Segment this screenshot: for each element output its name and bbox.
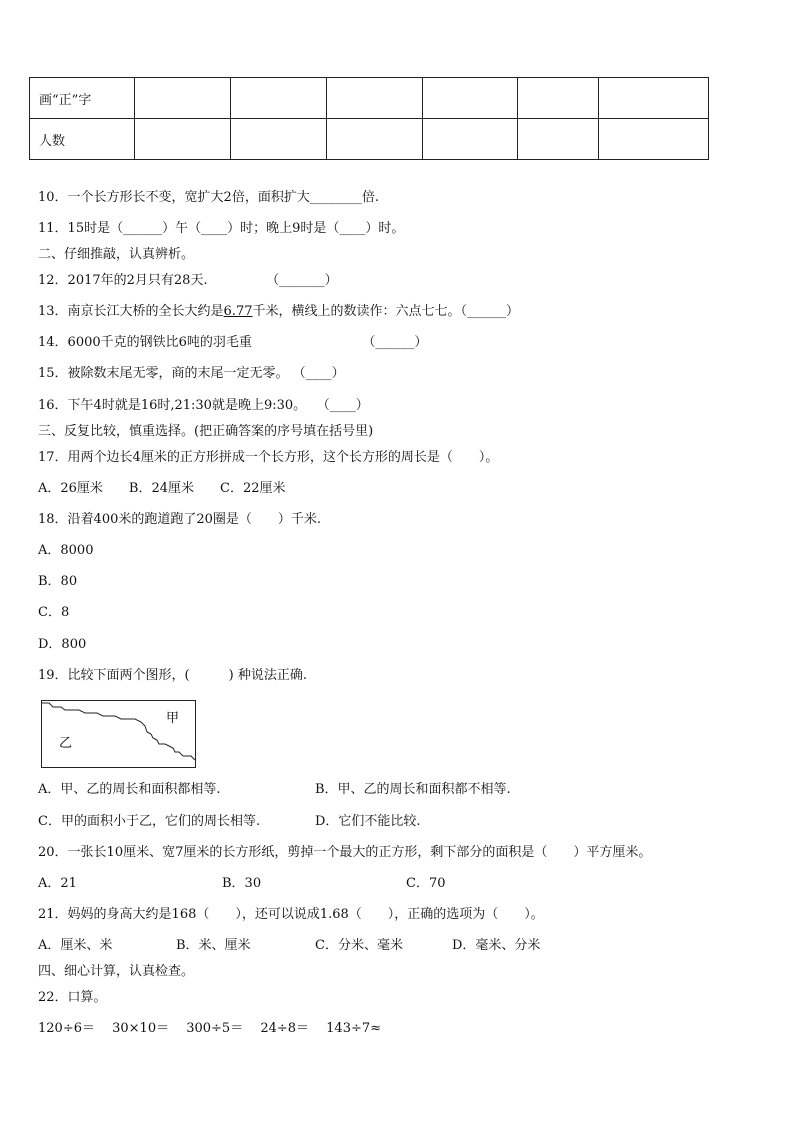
question-12: 12．2017年的2月只有28天. （_______） bbox=[38, 273, 338, 288]
option-d: D．800 bbox=[38, 637, 87, 652]
question-10: 10．一个长方形长不变，宽扩大2倍，面积扩大________倍. bbox=[38, 190, 379, 205]
question-18: 18．沿着400米的跑道跑了20圈是（ ）千米. bbox=[38, 512, 322, 527]
section-3-heading: 三、反复比较，慎重选择。(把正确答案的序号填在括号里) bbox=[38, 424, 374, 439]
row-label: 画“正”字 bbox=[30, 78, 135, 119]
table-cell bbox=[599, 119, 709, 160]
table-cell bbox=[518, 119, 599, 160]
option-a: A．8000 bbox=[38, 543, 94, 558]
question-14: 14．6000千克的钢铁比6吨的羽毛重 （______） bbox=[38, 335, 428, 350]
question-15: 15．被除数末尾无零，商的末尾一定无零。 （____） bbox=[38, 366, 345, 381]
option-a: A．厘米、米 bbox=[38, 938, 113, 953]
option-b: B．米、厘米 bbox=[176, 938, 251, 953]
mental-math-items: 120÷6＝ 30×10＝ 300÷5＝ 24÷8＝ 143÷7≈ bbox=[38, 1021, 382, 1036]
row-label: 人数 bbox=[30, 119, 135, 160]
option-b: B．30 bbox=[222, 876, 262, 891]
option-c: C．70 bbox=[406, 876, 446, 891]
shape-comparison-figure bbox=[41, 700, 196, 768]
option-c: C．甲的面积小于乙，它们的周长相等. bbox=[38, 814, 261, 829]
label-jia: 甲 bbox=[166, 711, 180, 726]
table-cell bbox=[231, 78, 327, 119]
option-c: C．8 bbox=[38, 605, 70, 620]
option-c: C．分米、毫米 bbox=[315, 938, 403, 953]
table-cell bbox=[327, 78, 423, 119]
option-d: D．它们不能比较. bbox=[315, 814, 421, 829]
question-13-text-a: 13．南京长江大桥的全长大约是 bbox=[38, 304, 224, 319]
question-21: 21．妈妈的身高大约是168（ ），还可以说成1.68（ ），正确的选项为（ ）。 bbox=[38, 907, 544, 922]
question-13-underlined-number: 6.77 bbox=[223, 304, 253, 319]
table-cell bbox=[231, 119, 327, 160]
question-20: 20．一张长10厘米、宽7厘米的长方形纸，剪掉一个最大的正方形，剩下部分的面积是（ ）平方厘米。 bbox=[38, 845, 652, 860]
table-row bbox=[30, 78, 709, 119]
option-b: B．80 bbox=[38, 574, 78, 589]
question-16: 16．下午4时就是16时,21:30就是晚上9:30。 （____） bbox=[38, 398, 369, 413]
table-cell bbox=[518, 78, 599, 119]
table-cell bbox=[135, 119, 231, 160]
table-cell bbox=[423, 78, 518, 119]
question-13 bbox=[38, 304, 519, 320]
table-cell bbox=[135, 78, 231, 119]
option-a: A．21 bbox=[38, 876, 77, 891]
question-17: 17．用两个边长4厘米的正方形拼成一个长方形，这个长方形的周长是（ ）。 bbox=[38, 450, 499, 465]
table-cell bbox=[327, 119, 423, 160]
section-2-heading: 二、仔细推敲，认真辨析。 bbox=[38, 247, 195, 262]
option-a: A．甲、乙的周长和面积都相等. bbox=[38, 782, 221, 797]
question-17-options: A．26厘米 B．24厘米 C．22厘米 bbox=[38, 481, 286, 496]
table-cell bbox=[599, 78, 709, 119]
option-b: B．甲、乙的周长和面积都不相等. bbox=[315, 782, 511, 797]
table-row bbox=[30, 119, 709, 160]
option-d: D．毫米、分米 bbox=[452, 938, 541, 953]
question-19: 19．比较下面两个图形，( ) 种说法正确. bbox=[38, 668, 307, 683]
question-11: 11．15时是（______）午（____）时；晚上9时是（____）时。 bbox=[38, 221, 405, 236]
section-4-heading: 四、细心计算，认真检查。 bbox=[38, 964, 195, 979]
question-13-text-b: 千米，横线上的数读作：六点七七。（______） bbox=[252, 304, 520, 319]
tally-table bbox=[29, 77, 709, 160]
table-cell bbox=[423, 119, 518, 160]
label-yi: 乙 bbox=[59, 736, 73, 751]
question-22: 22．口算。 bbox=[38, 990, 107, 1005]
